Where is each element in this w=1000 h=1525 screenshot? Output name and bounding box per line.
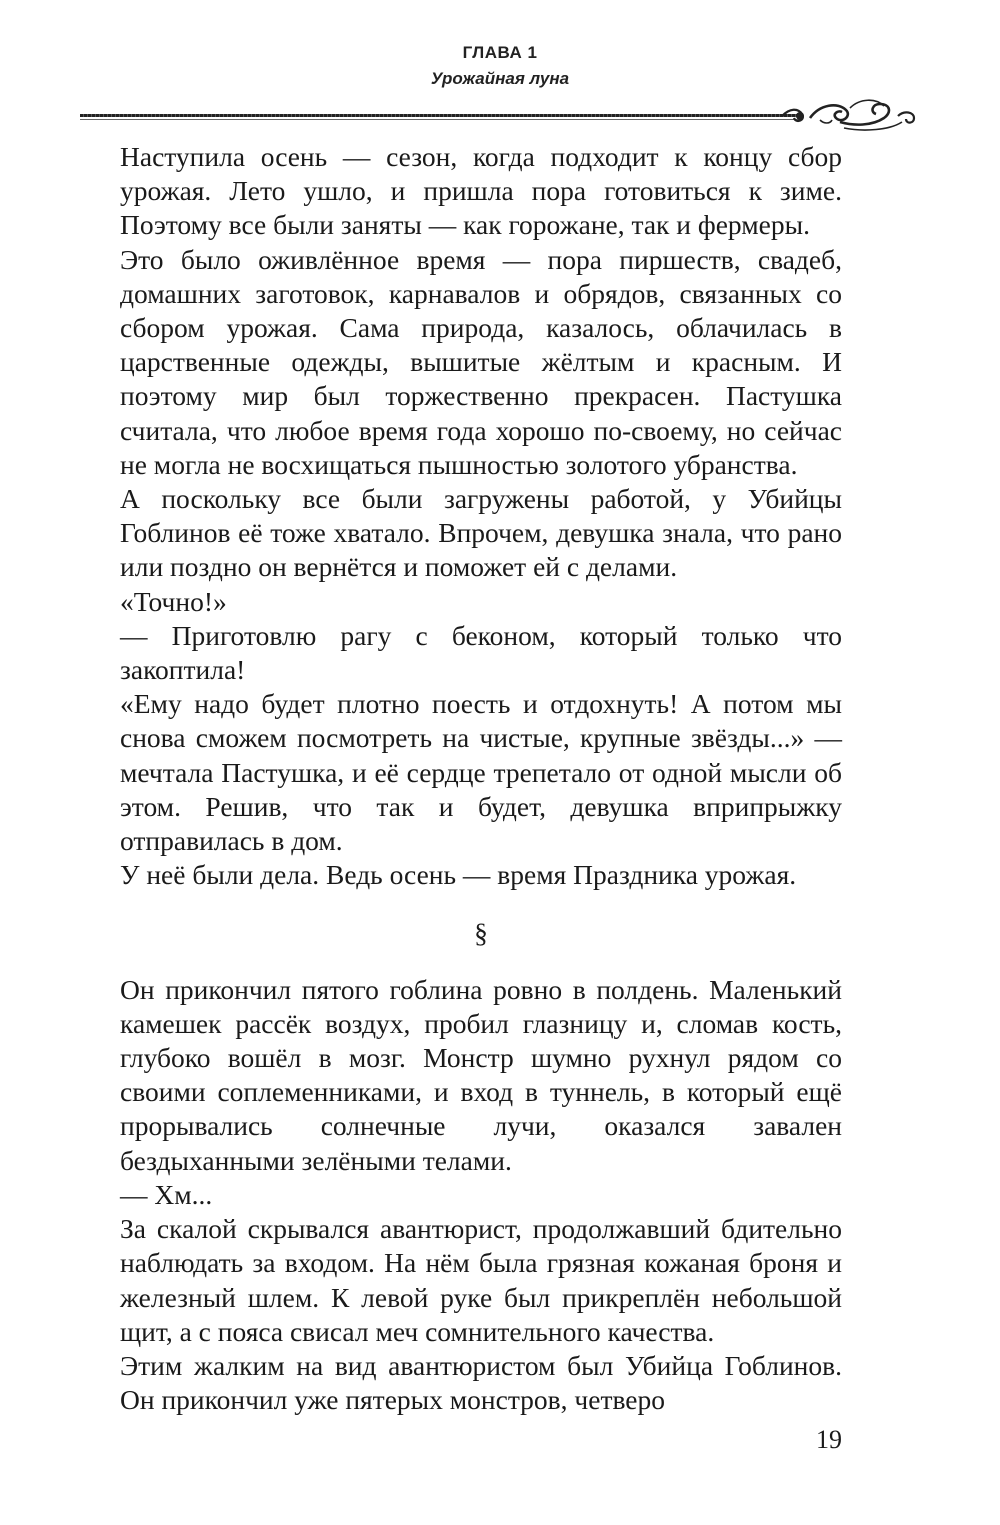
paragraph-1: Наступила осень — сезон, когда подходит к концу сбор урожая. Лето ушло, и пришла пора готовиться к зиме. Поэтому все были заняты — как горожане, так и фермеры. [120,141,842,241]
paragraph-3: А поскольку все были загружены работой, у Убийцы Гоблинов её тоже хватало. Впрочем, девушка знала, что рано или поздно он вернётся и поможет ей с делами. [120,483,842,583]
paragraph-6: «Ему надо будет плотно поесть и отдохнуть! А потом мы снова сможем посмотреть на чистые, крупные звёзды...» — мечтала Пастушка, и её сердце трепетало от одной мысли об этом. Решив, что так и будет, девушка вприпрыжку отправилась в дом. [120,688,842,857]
chapter-title: Урожайная луна [430,69,570,88]
paragraph-5: — Приготовлю рагу с беконом, который только что закоптила! [120,619,842,686]
flourish-ornament-icon [780,96,920,136]
section-break-mark: § [474,917,488,949]
header-rule-line [80,114,800,117]
chapter-label: ГЛАВА 1 [462,43,538,62]
paragraph-9: — Хм... [120,1178,213,1210]
paragraph-10: За скалой скрывался авантюрист, продолжавший бдительно наблюдать за входом. На нём была грязная кожаная броня и железный шлем. К левой руке был прикреплён небольшой щит, а с пояса свисал меч сомнительного качества. [120,1213,842,1347]
paragraph-11: Этим жалким на вид авантюристом был Убийца Гоблинов. Он прикончил уже пятерых монстров, четверо [120,1349,842,1416]
header-rule-line-thin [80,119,800,120]
header-rule [80,96,920,136]
paragraph-7: У неё были дела. Ведь осень — время Праздника урожая. [120,859,797,891]
running-header [0,40,1000,92]
paragraph-2: Это было оживлённое время — пора пиршеств, свадеб, домашних заготовок, карнавалов и обрядов, связанных со сбором урожая. Сама природа, казалось, облачилась в царственные одежды, вышитые жёлтым и красным. И поэтому мир был торжественно прекрасен. Пастушка считала, что любое время года хорошо по-своему, но сейчас не могла не восхищаться пышностью золотого убранства. [120,243,842,480]
body-text [120,140,842,1417]
page-number: 19 [816,1425,842,1454]
paragraph-8: Он прикончил пятого гоблина ровно в полдень. Маленький камешек рассёк воздух, пробил глазницу и, сломав кость, глубоко вошёл в мозг. Монстр шумно рухнул рядом со своими соплеменниками, и вход в туннель, в который ещё прорывались солнечные лучи, оказался завален бездыханными зелёными телами. [120,973,842,1176]
paragraph-4: «Точно!» [120,585,227,617]
